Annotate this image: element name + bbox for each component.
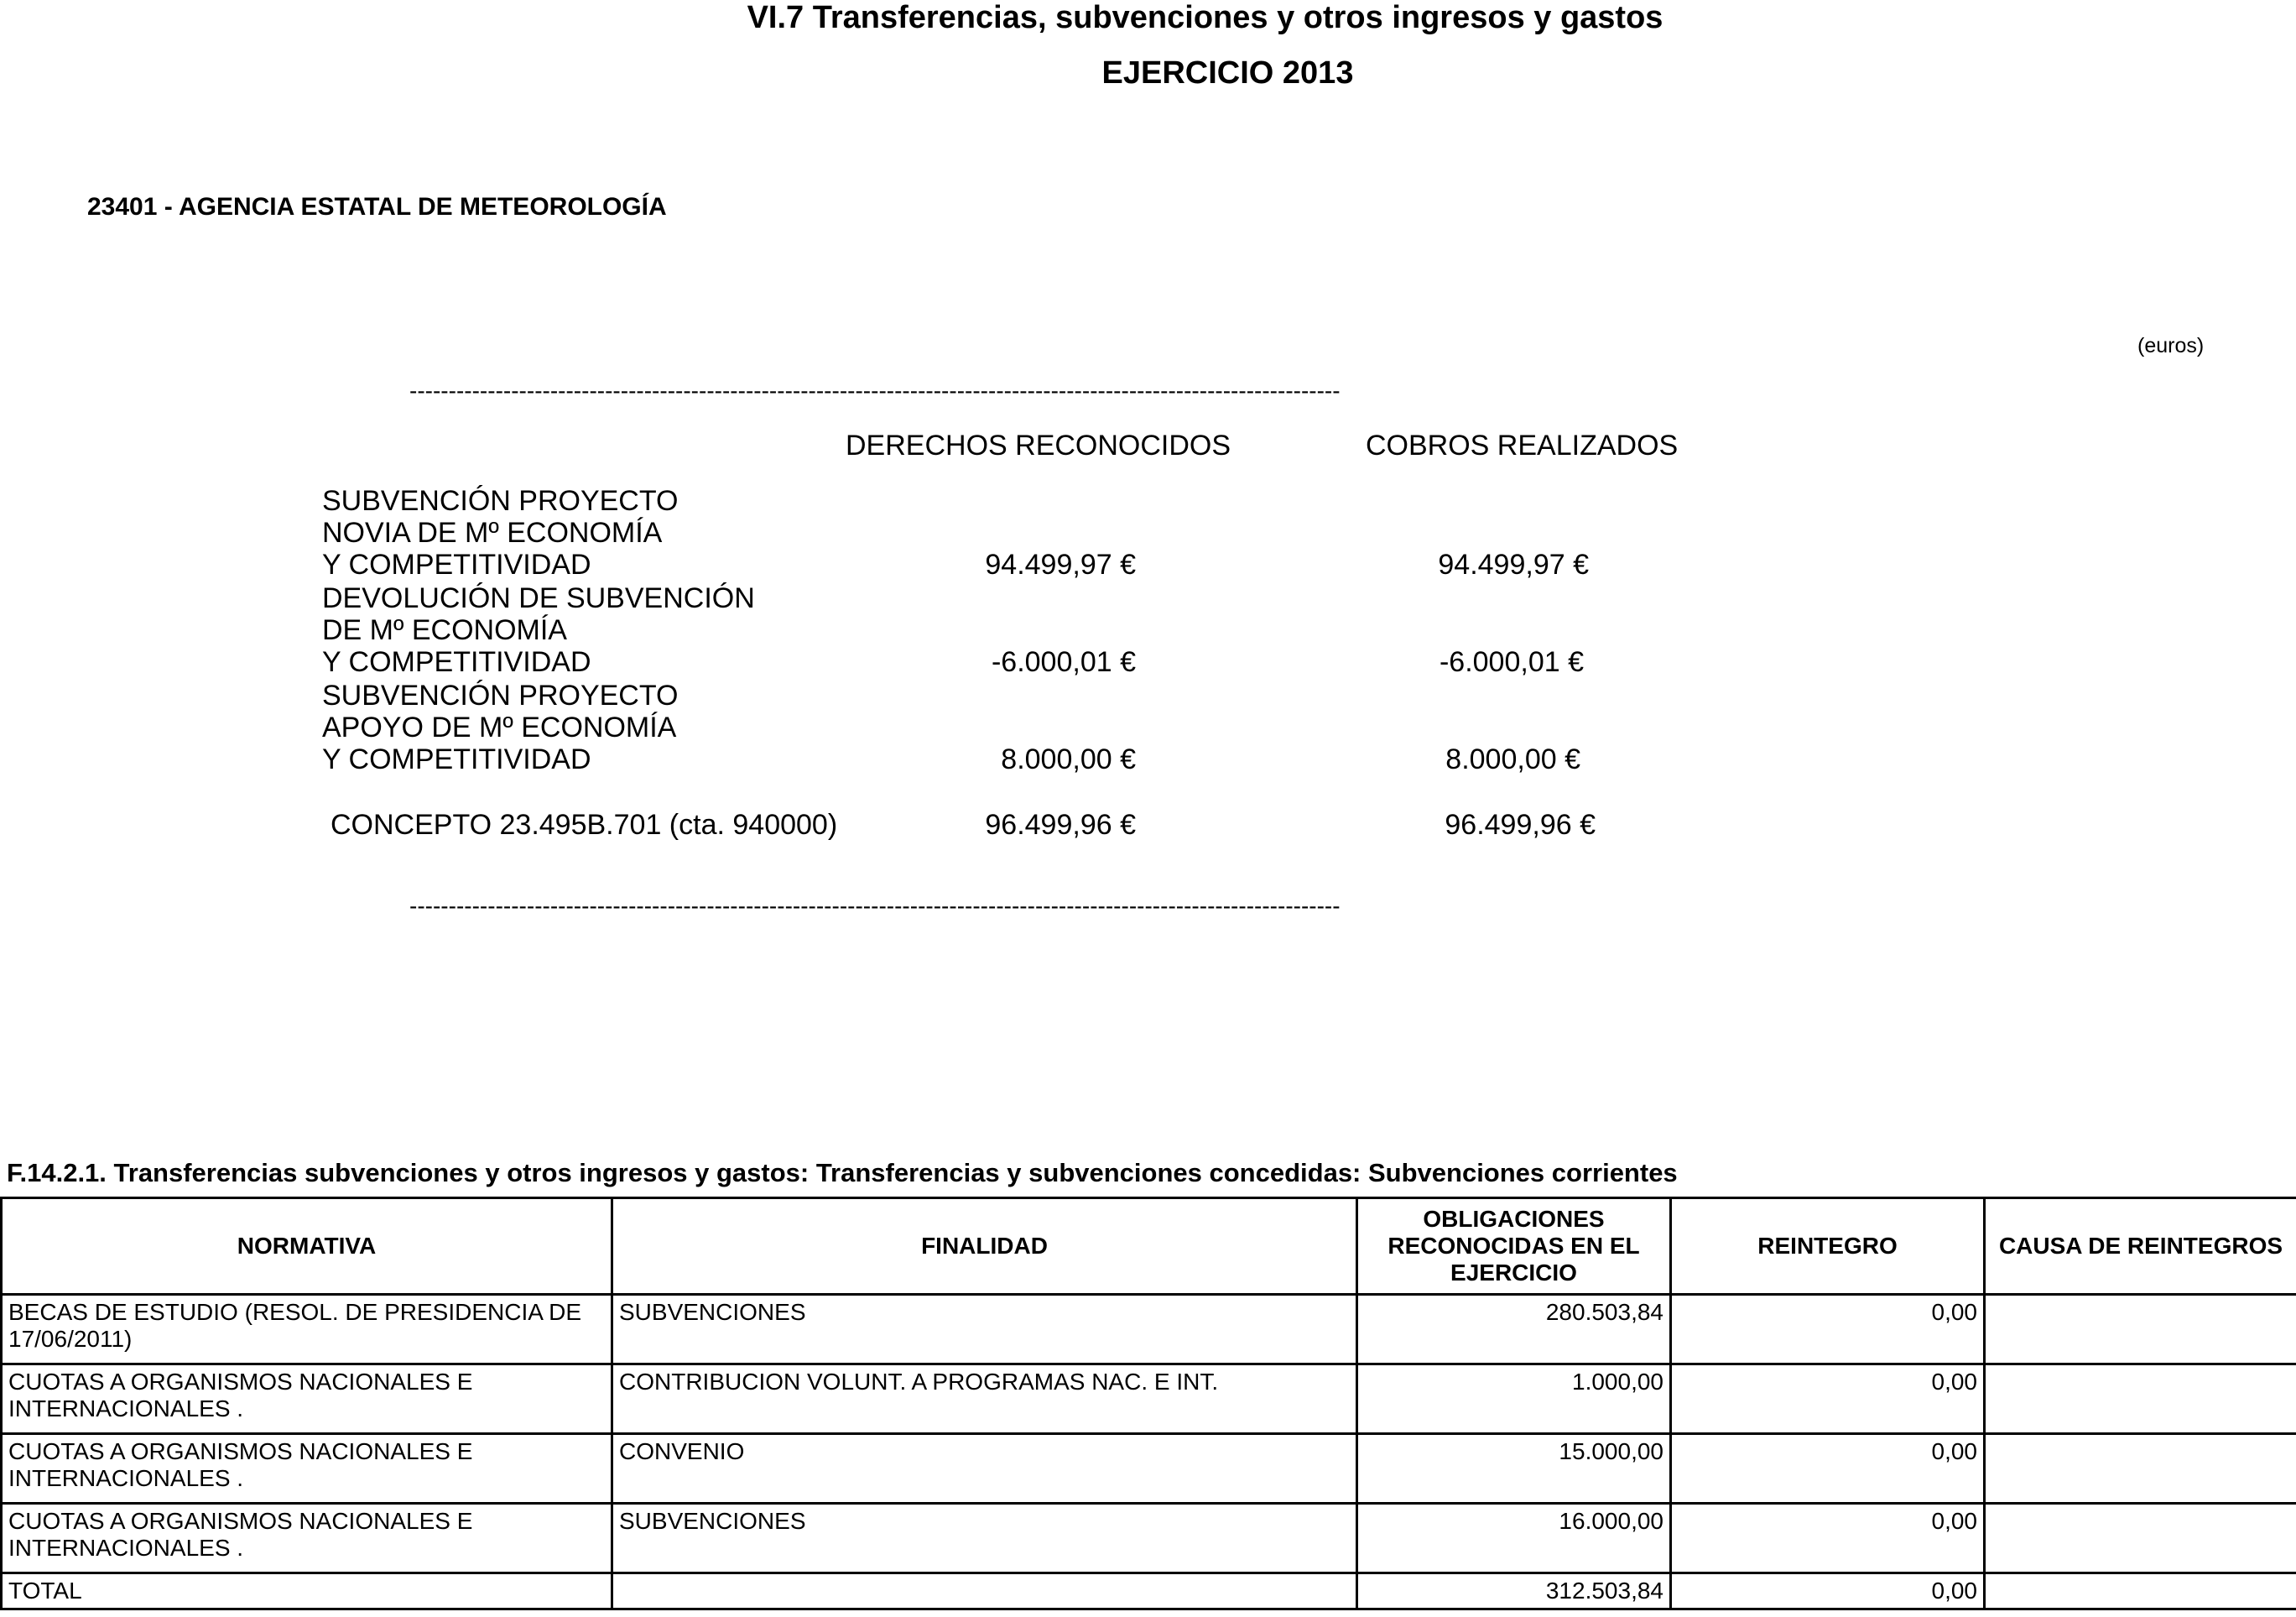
label-line: SUBVENCIÓN PROYECTO xyxy=(322,680,679,712)
label-line: DE Mº ECONOMÍA xyxy=(322,614,567,646)
table-row xyxy=(2,1295,2296,1364)
header-obligaciones: OBLIGACIONES RECONOCIDAS EN EL EJERCICIO xyxy=(1357,1198,1671,1295)
table-caption: F.14.2.1. Transferencias subvenciones y otros ingresos y gastos: Transferencias y subvenciones concedidas: Subvenciones corrientes xyxy=(7,1158,1678,1187)
summary-cobros-value: 94.499,97 € xyxy=(1438,549,1589,581)
summary-total-cobros: 96.499,96 € xyxy=(1445,809,1596,841)
separator-bottom: ----------------------------------------------------------------------------------------------------------------------- xyxy=(409,893,1341,919)
summary-derechos-value: -6.000,01 € xyxy=(991,646,1136,678)
cell-finalidad: CONTRIBUCION VOLUNT. A PROGRAMAS NAC. E INT. xyxy=(612,1364,1357,1434)
label-line: APOYO DE Mº ECONOMÍA xyxy=(322,712,677,743)
cell-total-reintegro: 0,00 xyxy=(1671,1573,1985,1609)
cell-obligaciones: 280.503,84 xyxy=(1357,1295,1671,1364)
cell-obligaciones: 15.000,00 xyxy=(1357,1434,1671,1504)
summary-total-label: CONCEPTO 23.495B.701 (cta. 940000) xyxy=(331,809,838,841)
label-line: Y COMPETITIVIDAD xyxy=(322,743,591,775)
summary-total-derechos: 96.499,96 € xyxy=(985,809,1136,841)
cell-obligaciones: 1.000,00 xyxy=(1357,1364,1671,1434)
label-line: Y COMPETITIVIDAD xyxy=(322,646,591,678)
header-finalidad: FINALIDAD xyxy=(612,1198,1357,1295)
cell-total-obligaciones: 312.503,84 xyxy=(1357,1573,1671,1609)
cell-reintegro: 0,00 xyxy=(1671,1504,1985,1573)
cell-finalidad xyxy=(612,1573,1357,1609)
unit-label: (euros) xyxy=(2137,334,2205,357)
cell-finalidad: SUBVENCIONES xyxy=(612,1504,1357,1573)
cell-normativa: CUOTAS A ORGANISMOS NACIONALES E INTERNACIONALES . xyxy=(2,1504,612,1573)
table-total-row xyxy=(2,1573,2296,1609)
header-reintegro: REINTEGRO xyxy=(1671,1198,1985,1295)
cell-total-label: TOTAL xyxy=(2,1573,612,1609)
table-header-row xyxy=(2,1198,2296,1295)
summary-cobros-value: -6.000,01 € xyxy=(1439,646,1584,678)
cell-normativa: BECAS DE ESTUDIO (RESOL. DE PRESIDENCIA DE 17/06/2011) xyxy=(2,1295,612,1364)
cell-causa xyxy=(1985,1504,2296,1573)
label-line: SUBVENCIÓN PROYECTO xyxy=(322,485,679,517)
cell-normativa: CUOTAS A ORGANISMOS NACIONALES E INTERNACIONALES . xyxy=(2,1434,612,1504)
cell-normativa: CUOTAS A ORGANISMOS NACIONALES E INTERNACIONALES . xyxy=(2,1364,612,1434)
header-normativa: NORMATIVA xyxy=(2,1198,612,1295)
summary-cobros-value: 8.000,00 € xyxy=(1445,743,1580,775)
summary-derechos-value: 94.499,97 € xyxy=(985,549,1136,581)
cell-reintegro: 0,00 xyxy=(1671,1434,1985,1504)
table-row xyxy=(2,1504,2296,1573)
summary-row-label xyxy=(322,485,678,581)
cell-causa xyxy=(1985,1364,2296,1434)
table-row xyxy=(2,1364,2296,1434)
separator-top: ----------------------------------------------------------------------------------------------------------------------- xyxy=(409,378,1341,404)
col-header-derechos: DERECHOS RECONOCIDOS xyxy=(846,430,1231,462)
cell-finalidad: CONVENIO xyxy=(612,1434,1357,1504)
cell-reintegro: 0,00 xyxy=(1671,1295,1985,1364)
label-line: DEVOLUCIÓN DE SUBVENCIÓN xyxy=(322,582,755,614)
label-line: NOVIA DE Mº ECONOMÍA xyxy=(322,517,663,549)
col-header-cobros: COBROS REALIZADOS xyxy=(1366,430,1679,462)
summary-row-label xyxy=(322,680,678,775)
cell-finalidad: SUBVENCIONES xyxy=(612,1295,1357,1364)
cell-causa xyxy=(1985,1295,2296,1364)
cell-causa xyxy=(1985,1573,2296,1609)
label-line: Y COMPETITIVIDAD xyxy=(322,549,591,581)
cell-causa xyxy=(1985,1434,2296,1504)
subvenciones-table xyxy=(0,1197,2296,1610)
entity-name: 23401 - AGENCIA ESTATAL DE METEOROLOGÍA xyxy=(87,193,667,221)
cell-obligaciones: 16.000,00 xyxy=(1357,1504,1671,1573)
header-causa: CAUSA DE REINTEGROS xyxy=(1985,1198,2296,1295)
summary-row-label xyxy=(322,582,755,678)
cell-reintegro: 0,00 xyxy=(1671,1364,1985,1434)
page-title: VI.7 Transferencias, subvenciones y otros ingresos y gastos xyxy=(747,0,1663,35)
page-subtitle: EJERCICIO 2013 xyxy=(1101,55,1354,91)
table-row xyxy=(2,1434,2296,1504)
summary-derechos-value: 8.000,00 € xyxy=(1001,743,1136,775)
